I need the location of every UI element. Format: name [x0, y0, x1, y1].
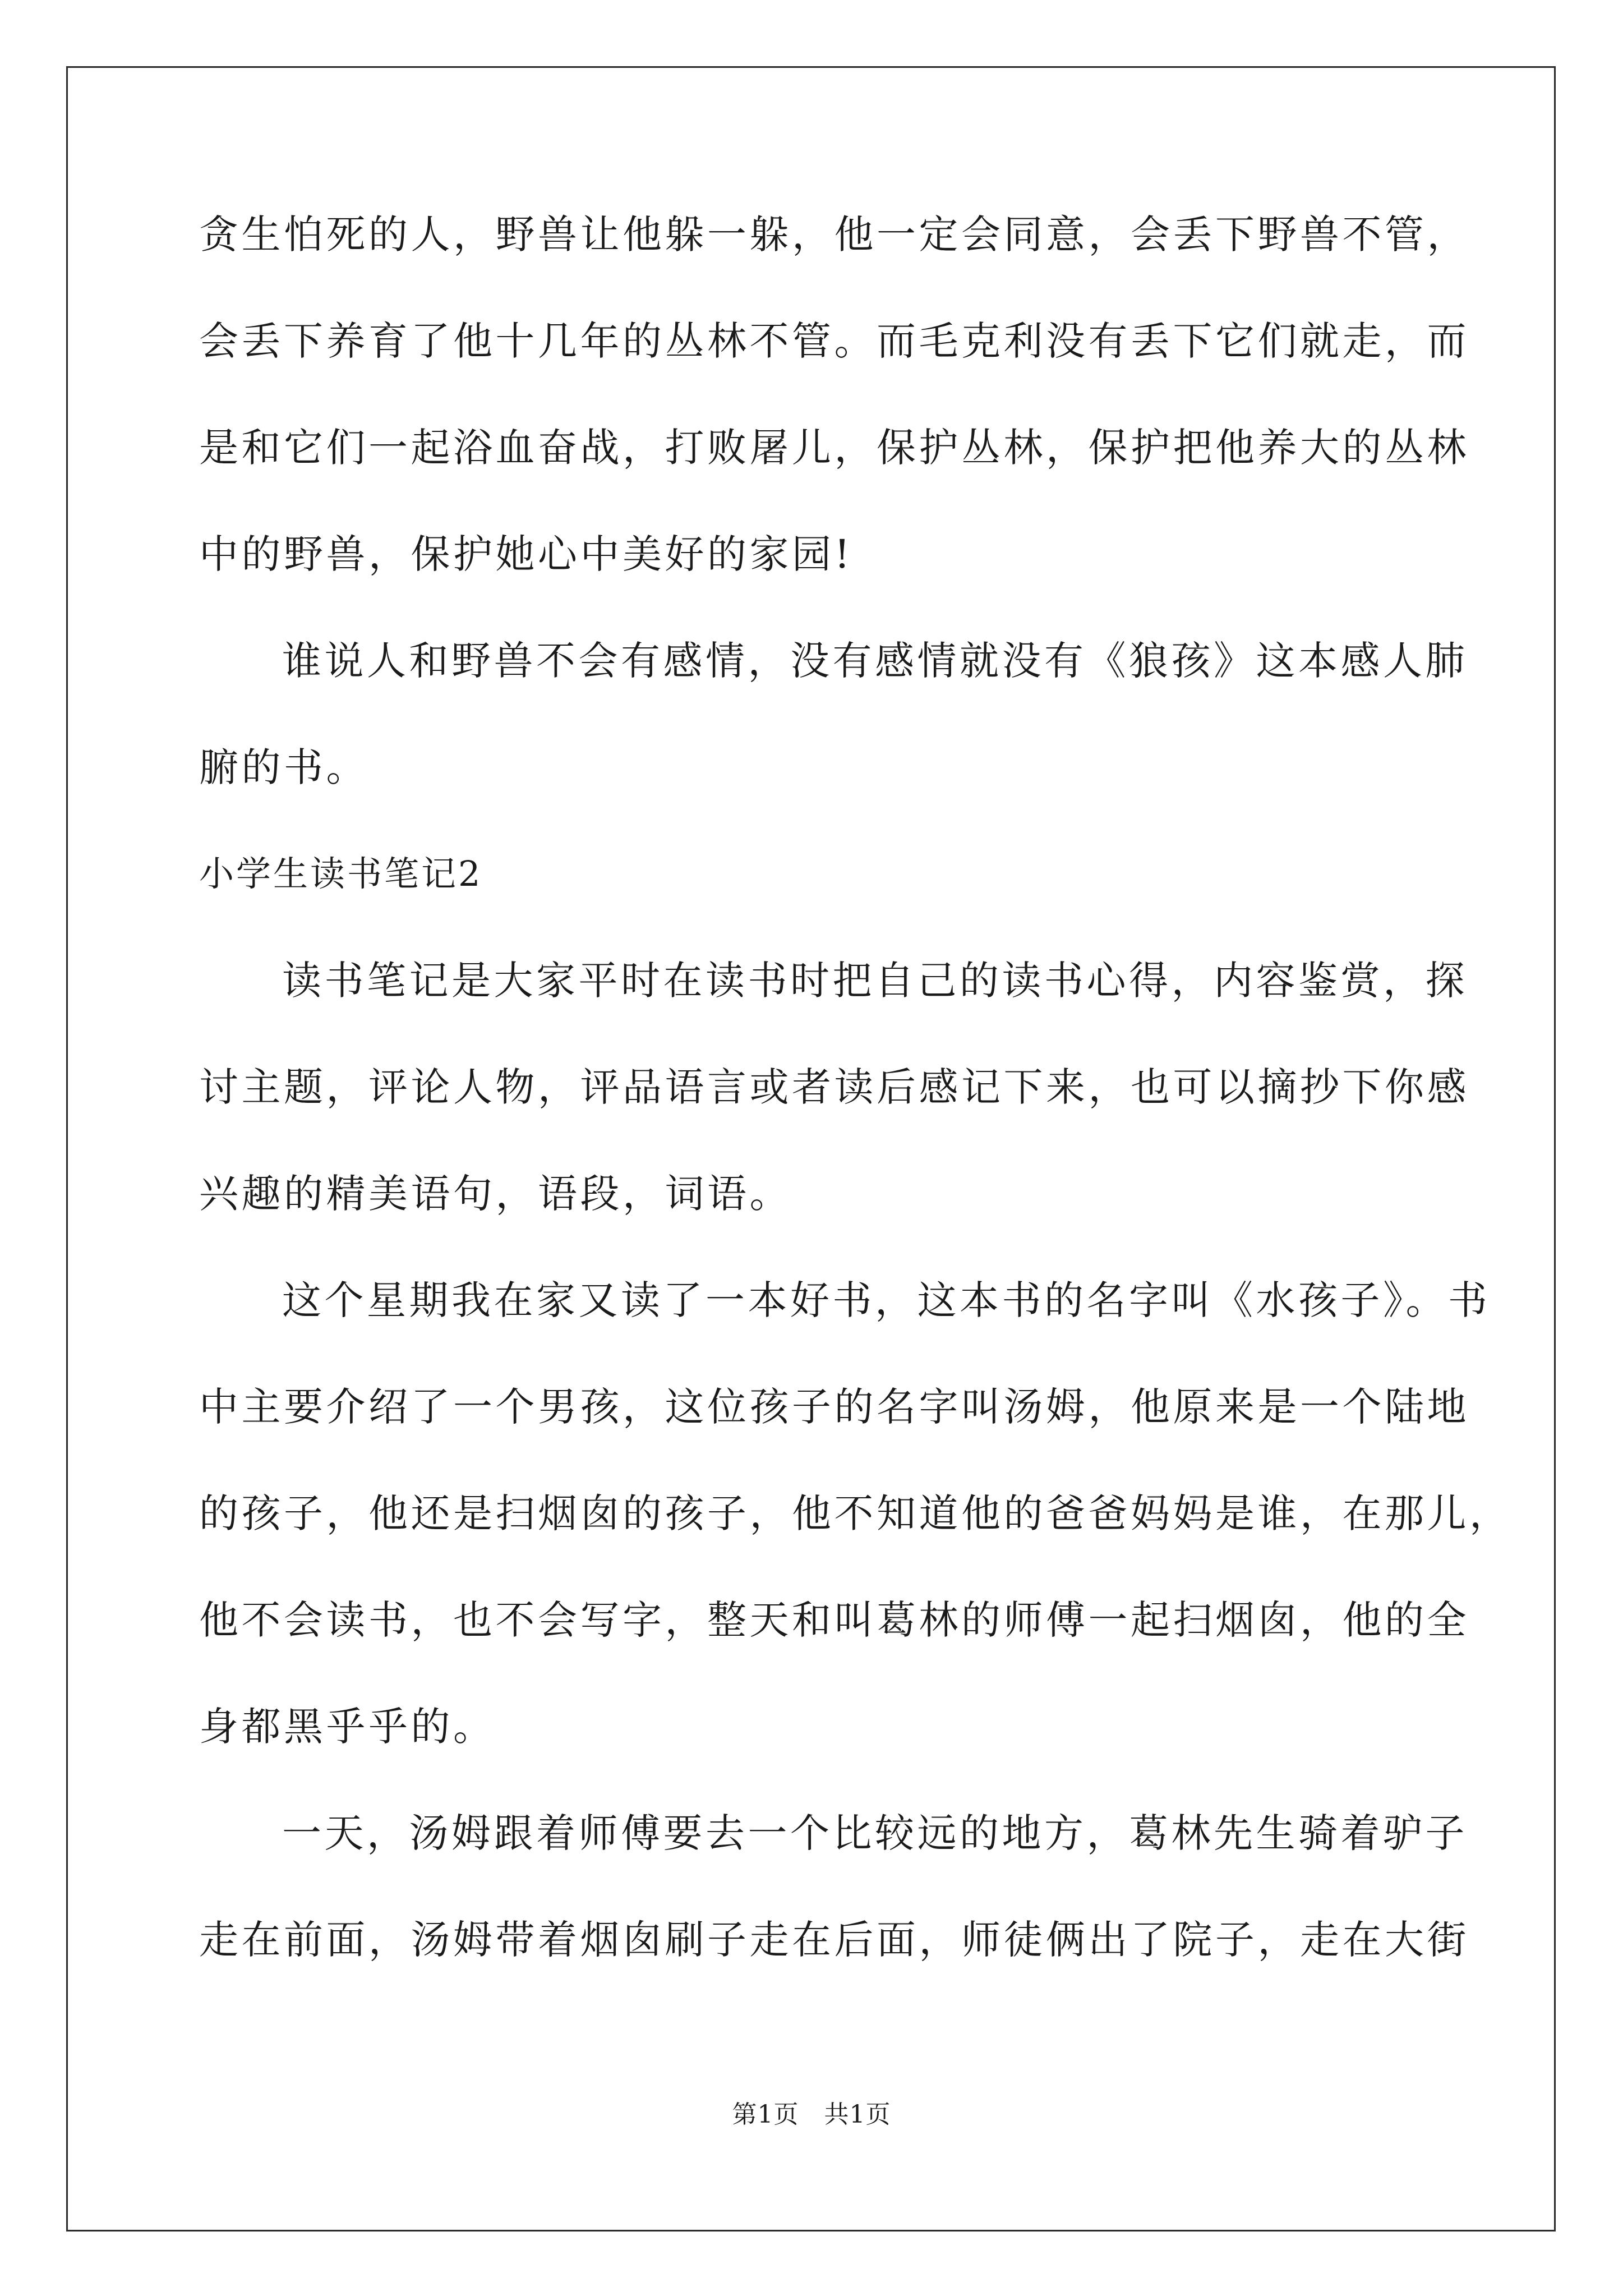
text-line: 贪生怕死的人，野兽让他躲一躲，他一定会同意，会丢下野兽不管，	[199, 211, 1469, 257]
text-line: 会丢下养育了他十几年的丛林不管。而毛克利没有丢下它们就走，而	[199, 318, 1469, 364]
text-line: 讨主题，评论人物，评品语言或者读后感记下来，也可以摘抄下你感	[199, 1064, 1469, 1110]
text-line: 的孩子，他还是扫烟囱的孩子，他不知道他的爸爸妈妈是谁，在那儿，	[199, 1490, 1512, 1536]
page-number: 第1页	[732, 2100, 799, 2129]
text-line: 中主要介绍了一个男孩，这位孩子的名字叫汤姆，他原来是一个陆地	[199, 1384, 1469, 1430]
paragraph-first-line: 这个星期我在家又读了一本好书，这本书的名字叫《水孩子》。书	[282, 1277, 1491, 1323]
page-total: 共1页	[824, 2100, 891, 2129]
text-line: 腑的书。	[199, 744, 368, 790]
paragraph-first-line: 谁说人和野兽不会有感情，没有感情就没有《狼孩》这本感人肺	[282, 638, 1468, 684]
section-heading: 小学生读书笔记2	[199, 853, 483, 894]
text-line: 是和它们一起浴血奋战，打败屠儿，保护丛林，保护把他养大的丛林	[199, 425, 1469, 471]
page-border	[66, 66, 1556, 2231]
text-line: 身都黑乎乎的。	[199, 1704, 496, 1750]
text-line: 兴趣的精美语句，语段，词语。	[199, 1171, 792, 1217]
page-footer	[0, 2098, 1623, 2132]
text-line: 他不会读书，也不会写字，整天和叫葛林的师傅一起扫烟囱，他的全	[199, 1597, 1469, 1643]
paragraph-first-line: 读书笔记是大家平时在读书时把自己的读书心得，内容鉴赏，探	[282, 958, 1468, 1004]
text-line: 走在前面，汤姆带着烟囱刷子走在后面，师徒俩出了院子，走在大街	[199, 1917, 1469, 1963]
paragraph-first-line: 一天，汤姆跟着师傅要去一个比较远的地方，葛林先生骑着驴子	[282, 1810, 1468, 1856]
text-line: 中的野兽，保护她心中美好的家园!	[199, 531, 854, 577]
